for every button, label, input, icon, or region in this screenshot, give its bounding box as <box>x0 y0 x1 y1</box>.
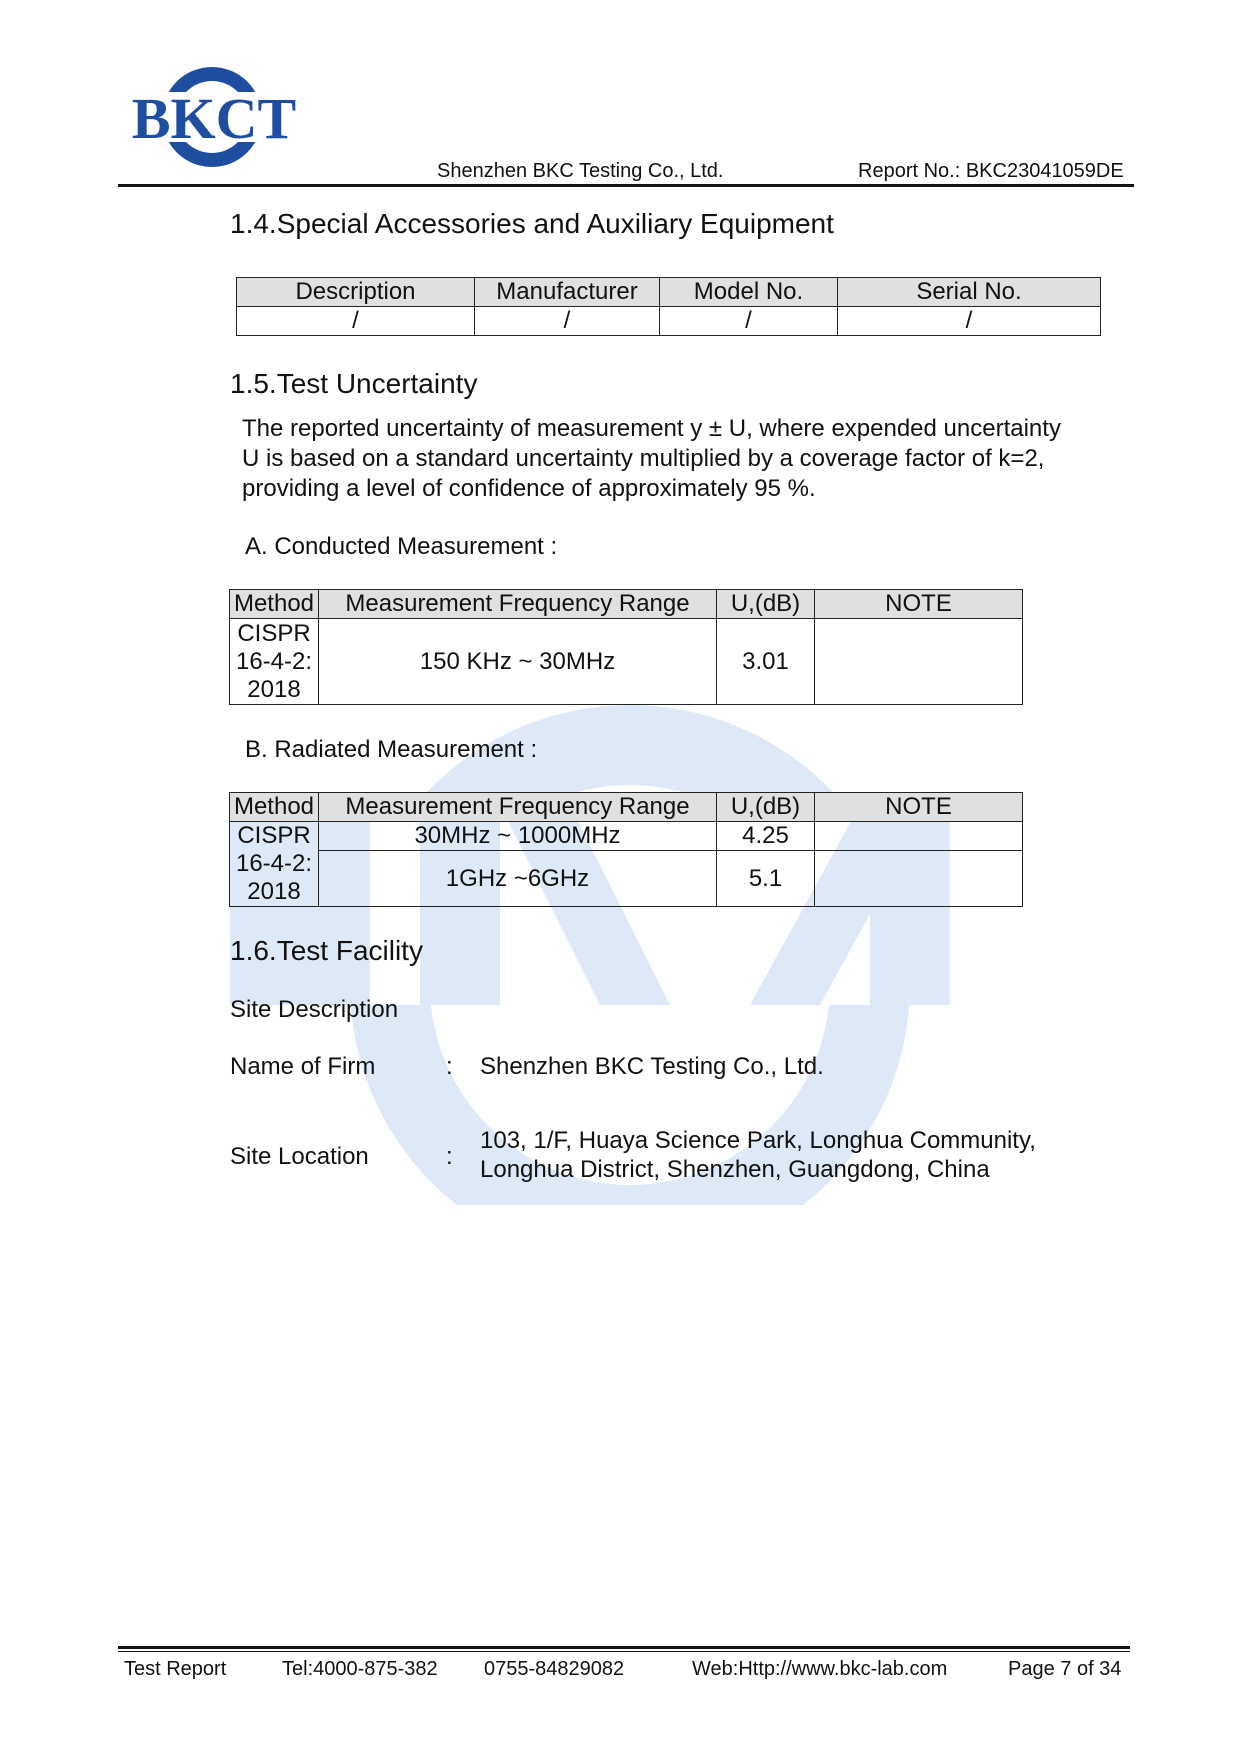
col-header-serial-no: Serial No. <box>838 278 1101 307</box>
location-line: 103, 1/F, Huaya Science Park, Longhua Community, <box>480 1127 1036 1154</box>
footer-divider-thin <box>118 1651 1130 1652</box>
cell-serial-no: / <box>838 307 1101 336</box>
cell-method <box>230 619 319 705</box>
col-header-note: NOTE <box>815 793 1023 822</box>
location-label: Site Location <box>230 1143 369 1170</box>
cell-model-no: / <box>660 307 838 336</box>
cell-note <box>815 619 1023 705</box>
col-header-note: NOTE <box>815 590 1023 619</box>
radiated-label: B. Radiated Measurement : <box>245 736 538 763</box>
footer-web: Web:Http://www.bkc-lab.com <box>692 1658 948 1680</box>
paragraph-line: providing a level of confidence of approximately 95 %. <box>242 475 816 502</box>
firm-colon: : <box>446 1053 453 1080</box>
header-divider <box>118 184 1134 187</box>
col-header-u-db: U,(dB) <box>717 793 815 822</box>
col-header-u-db: U,(dB) <box>717 590 815 619</box>
paragraph-line: The reported uncertainty of measurement y ± U, where expended uncertainty <box>242 415 1061 442</box>
cell-u-db: 4.25 <box>717 822 815 851</box>
firm-label: Name of Firm <box>230 1053 376 1080</box>
method-line: CISPR <box>237 822 311 849</box>
method-line: CISPR <box>237 619 311 647</box>
location-value <box>480 1126 1036 1184</box>
col-header-frequency-range: Measurement Frequency Range <box>319 590 717 619</box>
cell-u-db: 3.01 <box>717 619 815 705</box>
cell-note <box>815 851 1023 907</box>
cell-u-db: 5.1 <box>717 851 815 907</box>
col-header-method: Method <box>230 793 319 822</box>
cell-note <box>815 822 1023 851</box>
col-header-method: Method <box>230 590 319 619</box>
footer-page-number: Page 7 of 34 <box>1008 1658 1122 1680</box>
header-report-no: Report No.: BKC23041059DE <box>858 160 1124 182</box>
cell-frequency-range: 1GHz ~6GHz <box>319 851 717 907</box>
col-header-description: Description <box>237 278 475 307</box>
footer-divider <box>118 1646 1130 1649</box>
footer-test-report: Test Report <box>124 1658 227 1680</box>
logo-text: BKCT <box>131 86 297 151</box>
section-1-5-title: 1.5.Test Uncertainty <box>230 368 478 399</box>
cell-manufacturer: / <box>475 307 660 336</box>
cell-description: / <box>237 307 475 336</box>
radiated-table <box>229 792 1023 907</box>
method-line: 16-4-2: <box>235 850 313 877</box>
conducted-table <box>229 589 1023 705</box>
accessories-table <box>236 277 1101 336</box>
bkct-logo <box>124 62 304 172</box>
location-colon: : <box>446 1143 453 1170</box>
col-header-frequency-range: Measurement Frequency Range <box>319 793 717 822</box>
header-company: Shenzhen BKC Testing Co., Ltd. <box>437 160 724 182</box>
footer-tel: Tel:4000-875-382 <box>282 1658 438 1680</box>
site-description-label: Site Description <box>230 996 399 1023</box>
firm-value: Shenzhen BKC Testing Co., Ltd. <box>480 1053 824 1080</box>
method-line: 2018 <box>247 675 301 703</box>
uncertainty-paragraph <box>242 414 1061 504</box>
conducted-label: A. Conducted Measurement : <box>245 533 558 560</box>
location-line: Longhua District, Shenzhen, Guangdong, China <box>480 1156 990 1183</box>
cell-frequency-range: 150 KHz ~ 30MHz <box>319 619 717 705</box>
cell-method <box>230 822 319 907</box>
method-line: 2018 <box>247 878 301 905</box>
cell-frequency-range: 30MHz ~ 1000MHz <box>319 822 717 851</box>
section-1-4-title: 1.4.Special Accessories and Auxiliary Equipment <box>230 208 834 239</box>
paragraph-line: U is based on a standard uncertainty multiplied by a coverage factor of k=2, <box>242 445 1045 472</box>
col-header-model-no: Model No. <box>660 278 838 307</box>
footer-phone: 0755-84829082 <box>484 1658 625 1680</box>
method-line: 16-4-2: <box>235 647 313 675</box>
col-header-manufacturer: Manufacturer <box>475 278 660 307</box>
section-1-6-title: 1.6.Test Facility <box>230 935 423 966</box>
